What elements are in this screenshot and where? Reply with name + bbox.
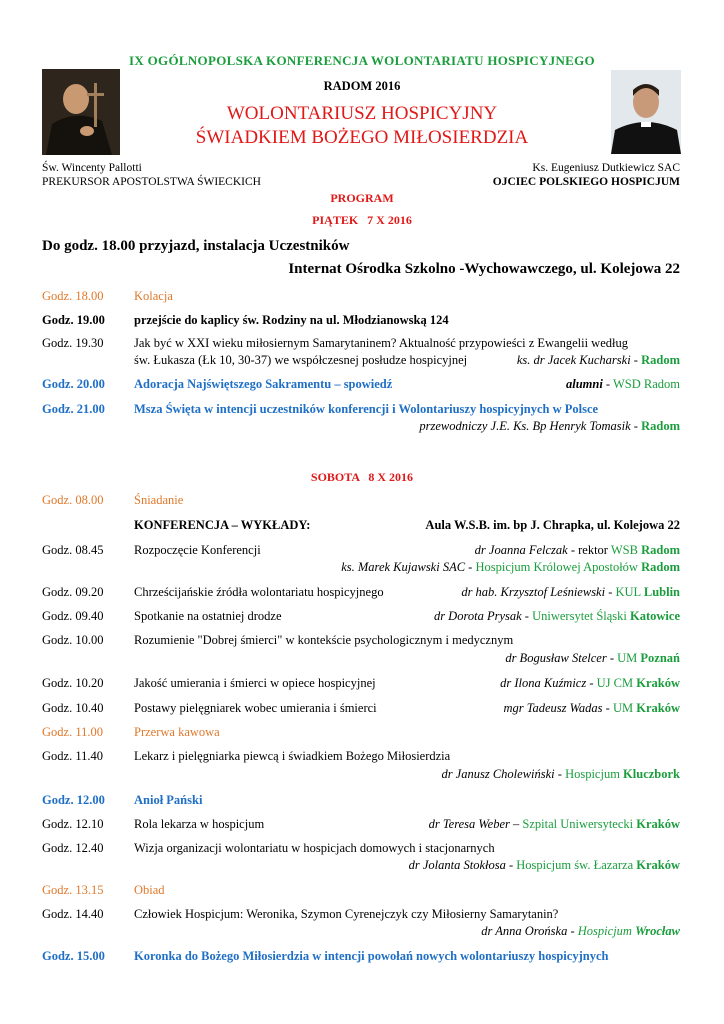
schedule-time: Godz. 11.00 bbox=[42, 725, 103, 739]
schedule-desc: Człowiek Hospicjum: Weronika, Szymon Cyrenejczyk czy Miłosierny Samarytanin? bbox=[134, 907, 559, 921]
speaker-line bbox=[461, 585, 680, 600]
schedule-time: Godz. 08.45 bbox=[42, 543, 104, 557]
schedule-desc: Rola lekarza w hospicjum bbox=[134, 817, 265, 831]
org: Hospicjum bbox=[577, 924, 636, 938]
schedule-time: Godz. 09.20 bbox=[42, 585, 104, 599]
speaker: dr Janusz Cholewiński bbox=[441, 767, 555, 781]
separator: - bbox=[630, 419, 642, 433]
city: Kraków bbox=[636, 701, 680, 715]
speaker: dr Dorota Prysak bbox=[433, 609, 522, 623]
separator: - bbox=[602, 701, 613, 715]
schedule-desc: Chrześcijańskie źródła wolontariatu hospicyjnego bbox=[134, 585, 384, 599]
speaker: dr Joanna Felczak bbox=[474, 543, 568, 557]
schedule-time: Godz. 10.40 bbox=[42, 701, 104, 715]
separator: - bbox=[505, 858, 517, 872]
schedule-desc: Obiad bbox=[134, 883, 165, 897]
separator: - bbox=[586, 676, 597, 690]
schedule-time: Godz. 19.00 bbox=[42, 313, 105, 327]
org: UM bbox=[617, 651, 641, 665]
city: Lublin bbox=[643, 585, 680, 599]
speaker-line bbox=[441, 767, 680, 782]
schedule-desc: Spotkanie na ostatniej drodze bbox=[134, 609, 282, 623]
pallotti-portrait bbox=[42, 69, 120, 155]
speaker-line bbox=[505, 651, 680, 666]
speaker: dr Anna Orońska bbox=[481, 924, 568, 938]
conference-title: IX OGÓLNOPOLSKA KONFERENCJA WOLONTARIATU HOSPICYJNEGO bbox=[129, 53, 595, 68]
city: WSD Radom bbox=[612, 377, 680, 391]
speaker-line bbox=[434, 609, 680, 624]
schedule-desc: Śniadanie bbox=[134, 493, 184, 507]
schedule-time: Godz. 18.00 bbox=[42, 289, 104, 303]
schedule-desc: przejście do kaplicy św. Rodziny na ul. Młodzianowską 124 bbox=[134, 313, 449, 327]
left-name: Św. Wincenty Pallotti bbox=[42, 162, 142, 174]
org: WSB bbox=[610, 543, 642, 557]
city: Radom bbox=[641, 543, 680, 557]
speaker-line bbox=[517, 353, 680, 368]
speaker: przewodniczy J.E. Ks. Bp Henryk Tomasik bbox=[419, 419, 631, 433]
speaker-line bbox=[475, 543, 680, 558]
schedule-desc: Wizja organizacji wolontariatu w hospicjach domowych i stacjonarnych bbox=[134, 841, 495, 855]
speaker-line bbox=[503, 701, 680, 716]
city: Kluczbork bbox=[623, 767, 680, 781]
speaker-line bbox=[500, 676, 680, 691]
speaker-line bbox=[419, 419, 680, 434]
speaker: alumni bbox=[565, 377, 603, 391]
schedule-desc: Rozpoczęcie Konferencji bbox=[134, 543, 261, 557]
speaker: dr Bogusław Stelcer bbox=[505, 651, 607, 665]
speaker-line bbox=[566, 377, 680, 392]
speaker-line bbox=[409, 858, 680, 873]
separator: - bbox=[567, 924, 578, 938]
city: Poznań bbox=[640, 651, 680, 665]
schedule-time: Godz. 13.15 bbox=[42, 883, 104, 897]
separator: - bbox=[521, 609, 533, 623]
day2-label: SOBOTA 8 X 2016 bbox=[310, 470, 414, 484]
schedule-desc: Rozumienie "Dobrej śmierci" w kontekście psychologicznym i medycznym bbox=[134, 633, 514, 647]
schedule-time: Godz. 08.00 bbox=[42, 493, 104, 507]
program-label: PROGRAM bbox=[330, 191, 394, 205]
speaker-line bbox=[341, 560, 680, 575]
separator: - bbox=[554, 767, 566, 781]
org: Szpital Uniwersytecki bbox=[522, 817, 637, 831]
right-role: OJCIEC POLSKIEGO HOSPICJUM bbox=[492, 176, 680, 188]
org: Hospicjum bbox=[565, 767, 624, 781]
lectures-label: KONFERENCJA – WYKŁADY: bbox=[134, 518, 311, 532]
org: UJ CM bbox=[596, 676, 637, 690]
separator: - bbox=[630, 353, 642, 367]
org: KUL bbox=[615, 585, 644, 599]
main-title-line1: WOLONTARIUSZ HOSPICYJNY bbox=[226, 103, 498, 124]
speaker: mgr Tadeusz Wadas bbox=[503, 701, 603, 715]
schedule-time: Godz. 20.00 bbox=[42, 377, 105, 391]
schedule-time: Godz. 10.20 bbox=[42, 676, 104, 690]
speaker: dr Ilona Kuźmicz bbox=[500, 676, 587, 690]
schedule-time: Godz. 12.10 bbox=[42, 817, 104, 831]
speaker: dr Teresa Weber bbox=[428, 817, 510, 831]
day1-label: PIĄTEK 7 X 2016 bbox=[312, 213, 412, 227]
schedule-time: Godz. 10.00 bbox=[42, 633, 104, 647]
schedule-desc: Adoracja Najświętszego Sakramentu – spowiedź bbox=[134, 377, 393, 391]
city: Kraków bbox=[636, 817, 680, 831]
schedule-time: Godz. 14.40 bbox=[42, 907, 104, 921]
speaker: ks. dr Jacek Kucharski bbox=[516, 353, 631, 367]
schedule-desc: Lekarz i pielęgniarka piewcą i świadkiem Bożego Miłosierdzia bbox=[134, 749, 451, 763]
schedule-time: Godz. 21.00 bbox=[42, 402, 105, 416]
speaker-line bbox=[481, 924, 680, 939]
city: Wrocław bbox=[635, 924, 680, 938]
org: UM bbox=[612, 701, 637, 715]
schedule-desc: Koronka do Bożego Miłosierdzia w intencji powołań nowych wolontariuszy hospicyjnych bbox=[134, 949, 609, 963]
dutkiewicz-portrait bbox=[611, 70, 681, 154]
separator: – bbox=[509, 817, 523, 831]
right-name: Ks. Eugeniusz Dutkiewicz SAC bbox=[532, 162, 680, 174]
city: Radom bbox=[641, 419, 680, 433]
schedule-time: Godz. 12.00 bbox=[42, 793, 105, 807]
speaker: dr hab. Krzysztof Leśniewski bbox=[461, 585, 606, 599]
lectures-place: Aula W.S.B. im. bp J. Chrapka, ul. Kolejowa 22 bbox=[425, 518, 680, 532]
city: Katowice bbox=[630, 609, 680, 623]
separator: - bbox=[465, 560, 476, 574]
schedule-time: Godz. 09.40 bbox=[42, 609, 104, 623]
speaker-line bbox=[429, 817, 680, 832]
separator: - bbox=[602, 377, 613, 391]
schedule-time: Godz. 11.40 bbox=[42, 749, 103, 763]
org: Hospicjum św. Łazarza bbox=[516, 858, 637, 872]
schedule-desc: Przerwa kawowa bbox=[134, 725, 220, 739]
arrival-line2: Internat Ośrodka Szkolno -Wychowawczego, ul. Kolejowa 22 bbox=[288, 261, 680, 277]
org: Hospicjum Królowej Apostołów bbox=[475, 560, 642, 574]
schedule-desc-cont: św. Łukasza (Łk 10, 30-37) we współczesnej posłudze hospicyjnej bbox=[134, 353, 468, 367]
speaker: ks. Marek Kujawski SAC bbox=[341, 560, 466, 574]
schedule-desc: Postawy pielęgniarek wobec umierania i śmierci bbox=[134, 701, 377, 715]
city: Kraków bbox=[636, 858, 680, 872]
schedule-desc: Anioł Pański bbox=[134, 793, 203, 807]
separator: - rektor bbox=[567, 543, 611, 557]
city: Radom bbox=[641, 560, 680, 574]
schedule-time: Godz. 12.40 bbox=[42, 841, 104, 855]
main-title-line2: ŚWIADKIEM BOŻEGO MIŁOSIERDZIA bbox=[195, 127, 529, 148]
separator: - bbox=[605, 585, 616, 599]
left-role: PREKURSOR APOSTOLSTWA ŚWIECKICH bbox=[42, 176, 261, 188]
place-year: RADOM 2016 bbox=[323, 79, 401, 93]
schedule-time: Godz. 19.30 bbox=[42, 336, 104, 350]
schedule-desc: Jakość umierania i śmierci w opiece hospicyjnej bbox=[134, 676, 376, 690]
schedule-desc: Msza Święta w intencji uczestników konferencji i Wolontariuszy hospicyjnych w Polsce bbox=[134, 402, 599, 416]
city: Kraków bbox=[636, 676, 680, 690]
org: Uniwersytet Śląski bbox=[532, 609, 631, 623]
city: Radom bbox=[641, 353, 680, 367]
schedule-desc: Jak być w XXI wieku miłosiernym Samarytaninem? Aktualność przypowieści z Ewangelii według bbox=[134, 336, 628, 350]
schedule-time: Godz. 15.00 bbox=[42, 949, 105, 963]
schedule-desc: Kolacja bbox=[134, 289, 173, 303]
speaker: dr Jolanta Stokłosa bbox=[408, 858, 506, 872]
separator: - bbox=[606, 651, 618, 665]
arrival-line1: Do godz. 18.00 przyjazd, instalacja Uczestników bbox=[42, 238, 350, 254]
